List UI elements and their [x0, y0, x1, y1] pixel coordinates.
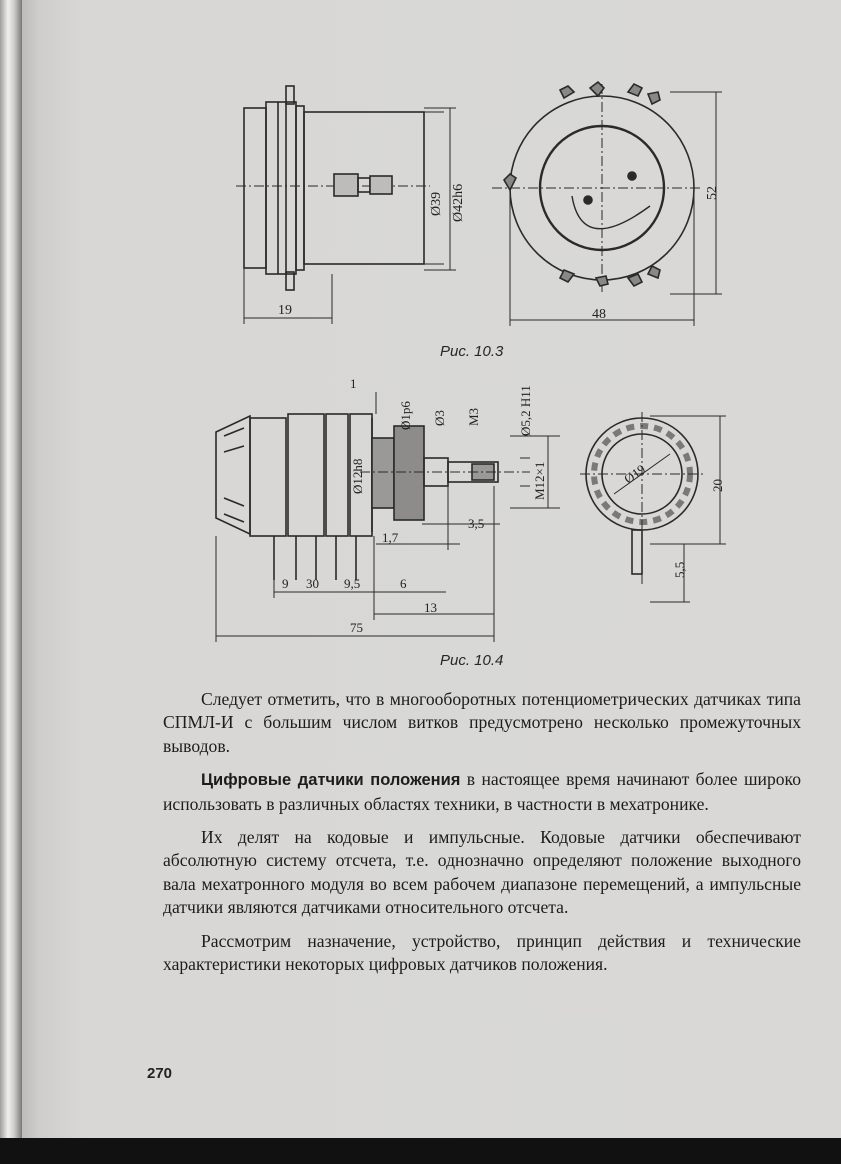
dim-w19: 19 — [278, 303, 292, 318]
figure-10-4 — [210, 366, 750, 646]
dim-v20: 20 — [710, 479, 725, 492]
paragraph-2 — [163, 768, 801, 816]
dim-d3: Ø3 — [432, 410, 447, 426]
dim-v6: 6 — [400, 576, 407, 591]
dim-m12: M12×1 — [532, 461, 547, 500]
page-number: 270 — [147, 1065, 173, 1082]
dim-v9: 9 — [282, 576, 289, 591]
scan-border — [0, 1138, 841, 1164]
dim-v95: 9,5 — [344, 576, 361, 591]
paragraph-2-rest: в настоящее время начинают более широко использовать в различных областях техники, в частности в мехатронике. — [163, 769, 801, 814]
dim-v13: 13 — [424, 600, 437, 615]
figure-10-3 — [230, 78, 750, 336]
dim-v75: 75 — [350, 620, 363, 635]
paragraph-2-bold: Цифровые датчики положения — [201, 771, 461, 790]
dim-l1: 1 — [350, 376, 357, 391]
dim-d1p6: Ø1p6 — [398, 401, 413, 430]
dim-d42: Ø42h6 — [451, 183, 466, 222]
dim-d39: Ø39 — [429, 191, 444, 216]
dim-v17: 1,7 — [382, 530, 399, 545]
dim-m3: M3 — [466, 407, 481, 426]
dim-d52: Ø5,2 H11 — [518, 385, 533, 436]
paragraph-1: Следует отметить, что в многооборотных потенциометрических датчиках типа СПМЛ-И с большим числом витков предусмотрено несколько промежуточных выводов. — [163, 689, 801, 756]
dim-v35: 3,5 — [468, 516, 485, 531]
dim-v30: 30 — [306, 576, 319, 591]
dim-h52: 52 — [705, 186, 720, 200]
figure-10-3-caption: Рис. 10.3 — [440, 343, 504, 360]
dim-v55: 5,5 — [672, 561, 687, 578]
dim-w48: 48 — [592, 307, 606, 322]
book-spine — [0, 0, 22, 1164]
paragraph-4: Рассмотрим назначение, устройство, принцип действия и технические характеристики некоторых цифровых датчиков положения. — [163, 930, 801, 975]
dim-d19: Ø19 — [621, 461, 649, 487]
paragraph-3: Их делят на кодовые и импульсные. Кодовые датчики обеспечивают абсолютную систему отсчета, т.е. однозначно определяют положение выходного вала мехатронного модуля во всем рабочем диапазоне перемещений, а импульсные датчики являются датчиками относительного отсчета. — [163, 827, 801, 918]
dim-d12: Ø12h8 — [350, 458, 365, 494]
body-text — [163, 688, 801, 986]
figure-10-4-caption: Рис. 10.4 — [440, 652, 504, 669]
